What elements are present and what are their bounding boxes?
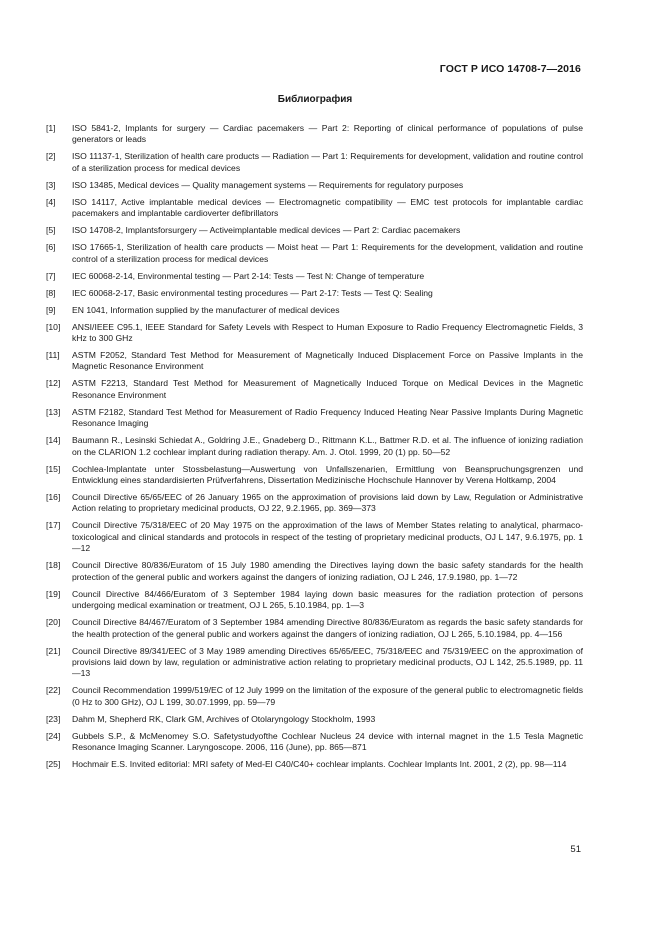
- bibliography-entry: [46, 271, 583, 282]
- entry-number: [4]: [46, 196, 56, 207]
- bibliography-entry: [46, 305, 583, 316]
- entry-text: Cochlea-Implantate unter Stossbelastung—Auswertung von Unfallszenarien, Ermittlung von Beanspruchungsgrenzen und Entwicklung eines standardisierten Prüfverfahrens, Dissertation Medizinische Hochschule Hannover by Verena Holtkamp, 2004: [72, 463, 583, 486]
- bibliography-entry: [46, 435, 583, 458]
- bibliography-entry: [46, 560, 583, 583]
- entry-text: Hochmair E.S. Invited editorial: MRI safety of Med-El C40/C40+ cochlear implants. Cochlear Implants Int. 2001, 2 (2), pp. 98—114: [72, 759, 567, 770]
- entry-text: ASTM F2213, Standard Test Method for Measurement of Magnetically Induced Torque on Medical Devices in the Magnetic Resonance Environment: [72, 378, 583, 400]
- bibliography-entry: [46, 225, 583, 236]
- bibliography-entry: [46, 714, 583, 725]
- entry-text: Council Directive 75/318/EEC of 20 May 1975 on the approximation of the laws of Member States relating to analytical, pharmaco-toxicological and clinical standards and protocols in respect of the testing of proprietary medicinal products, OJ L 147, 9.6.1975, pp. 1—12: [72, 520, 583, 554]
- entry-number: [18]: [46, 560, 61, 571]
- bibliography-entry: [46, 759, 583, 770]
- bibliography-entry: [46, 617, 583, 640]
- entry-text: ISO 17665-1, Sterilization of health care products — Moist heat — Part 1: Requirements for the development, validation and routine control of a sterilization process for medical devices: [72, 242, 583, 264]
- entry-number: [1]: [46, 123, 56, 133]
- entry-number: [8]: [46, 287, 56, 298]
- entry-number: [9]: [46, 304, 56, 315]
- entry-number: [14]: [46, 435, 61, 446]
- entry-text: ISO 14117, Active implantable medical devices — Electromagnetic compatibility — EMC test protocols for implantable cardiac pacemakers and implantable cardioverter defibrillators: [72, 196, 583, 219]
- entry-text: Council Recommendation 1999/519/EC of 12 July 1999 on the limitation of the exposure of the general public to electromagnetic fields (0 Hz to 300 GHz), OJ L 199, 30.07.1999, pp. 59—79: [72, 685, 583, 707]
- entry-text: Council Directive 80/836/Euratom of 15 July 1980 amending the Directives laying down the basic safety standards for the health protection of the general public and workers against the dangers of ionizing radiation, OJ L 246, 17.9.1980, pp. 1—72: [72, 560, 583, 582]
- entry-number: [16]: [46, 492, 61, 503]
- entry-text: Council Directive 84/466/Euratom of 3 September 1984 laying down basic measures for the radiation protection of persons undergoing medical examination or treatment, OJ L 265, 5.10.1984, pp. 1—3: [72, 588, 583, 611]
- entry-number: [7]: [46, 270, 56, 281]
- bibliography-entry: [46, 407, 583, 430]
- entry-number: [11]: [46, 350, 60, 361]
- entry-number: [5]: [46, 225, 56, 236]
- entry-text: ISO 5841-2, Implants for surgery — Cardiac pacemakers — Part 2: Reporting of clinical performance of populations of pulse generators or leads: [72, 123, 583, 145]
- entry-number: [20]: [46, 617, 61, 628]
- bibliography-entry: [46, 378, 583, 401]
- entry-text: Council Directive 65/65/EEC of 26 January 1965 on the approximation of provisions laid down by Law, Regulation or Administrative Action relating to proprietary medicinal products, OJ 22, 9.2.1965, pp. 369—373: [72, 492, 583, 514]
- standard-code-header: ГОСТ Р ИСО 14708-7—2016: [439, 63, 581, 75]
- entry-number: [25]: [46, 759, 61, 770]
- entry-number: [22]: [46, 685, 61, 696]
- entry-number: [13]: [46, 406, 61, 417]
- entry-text: ASTM F2182, Standard Test Method for Measurement of Radio Frequency Induced Heating Near Passive Implants During Magnetic Resonance Imaging: [72, 406, 583, 429]
- entry-number: [24]: [46, 730, 61, 741]
- entry-text: Council Directive 89/341/EEC of 3 May 1989 amending Directives 65/65/EEC, 75/318/EEC and 75/319/EEC on the approximation of provisions laid down by law, regulation or administrative action relating to proprietary medicinal products, OJ L 142, 25.5.1989, pp. 11—13: [72, 645, 583, 679]
- bibliography-entry: [46, 731, 583, 754]
- bibliography-entry: [46, 685, 583, 708]
- bibliography-entry: [46, 197, 583, 220]
- bibliography-entry: [46, 646, 583, 680]
- entry-text: ANSI/IEEE C95.1, IEEE Standard for Safety Levels with Respect to Human Exposure to Radio Frequency Electromagnetic Fields, 3 kHz to 300 GHz: [72, 321, 583, 344]
- entry-text: EN 1041, Information supplied by the manufacturer of medical devices: [72, 304, 340, 315]
- entry-number: [15]: [46, 463, 61, 474]
- entry-text: ASTM F2052, Standard Test Method for Measurement of Magnetically Induced Displacement Force on Passive Implants in the Magnetic Resonance Environment: [72, 350, 583, 372]
- entry-text: Gubbels S.P., & McMenomey S.O. Safetystudyofthe Cochlear Nucleus 24 device with internal magnet in the 1.5 Tesla Magnetic Resonance Imaging Scanner. Laryngoscope. 2006, 116 (June), pp. 865—871: [72, 730, 583, 753]
- bibliography-entry: [46, 492, 583, 515]
- bibliography-entry: [46, 242, 583, 265]
- bibliography-title: Библиография: [277, 94, 353, 105]
- page-number: 51: [570, 844, 581, 855]
- bibliography-entry: [46, 322, 583, 345]
- bibliography-entry: [46, 589, 583, 612]
- entry-number: [12]: [46, 378, 61, 389]
- entry-text: ISO 11137-1, Sterilization of health care products — Radiation — Part 1: Requirements for development, validation and routine control of a sterilization process for medical devices: [72, 151, 583, 173]
- entry-text: IEC 60068-2-17, Basic environmental testing procedures — Part 2-17: Tests — Test Q: Sealing: [72, 287, 433, 298]
- bibliography-entry: [46, 350, 583, 373]
- entry-text: ISO 13485, Medical devices — Quality management systems — Requirements for regulatory purposes: [72, 179, 464, 190]
- entry-number: [6]: [46, 242, 56, 253]
- bibliography-entry: [46, 180, 583, 191]
- bibliography-entry: [46, 151, 583, 174]
- entry-number: [10]: [46, 321, 61, 332]
- bibliography-entry: [46, 123, 583, 146]
- bibliography-entry: [46, 288, 583, 299]
- entry-text: Dahm M, Shepherd RK, Clark GM, Archives of Otolaryngology Stockholm, 1993: [72, 713, 376, 724]
- entry-number: [19]: [46, 588, 61, 599]
- entry-text: Baumann R., Lesinski Schiedat A., Goldring J.E., Gnadeberg D., Rittmann K.L., Battmer R.D. et al. The influence of ionizing radiation on the CLARION 1.2 cochlear implant during radiation therapy. Am. J. Otol. 1999, 20 (1) pp. 50—52: [72, 435, 583, 457]
- entry-number: [17]: [46, 520, 61, 531]
- bibliography-entry: [46, 464, 583, 487]
- entry-number: [23]: [46, 713, 61, 724]
- bibliography-list: [46, 123, 583, 776]
- entry-text: IEC 60068-2-14, Environmental testing — Part 2-14: Tests — Test N: Change of temperature: [72, 270, 425, 281]
- entry-text: Council Directive 84/467/Euratom of 3 September 1984 amending Directive 80/836/Euratom as regards the basic safety standards for the health protection of the general public and workers against the dangers of ionizing radiation, OJ L 265, 5.10.1984, pp. 4—156: [72, 617, 583, 639]
- bibliography-entry: [46, 520, 583, 554]
- entry-number: [3]: [46, 179, 56, 190]
- entry-number: [2]: [46, 151, 56, 162]
- entry-text: ISO 14708-2, Implantsforsurgery — Activeimplantable medical devices — Part 2: Cardiac pacemakers: [72, 225, 461, 236]
- entry-number: [21]: [46, 645, 61, 656]
